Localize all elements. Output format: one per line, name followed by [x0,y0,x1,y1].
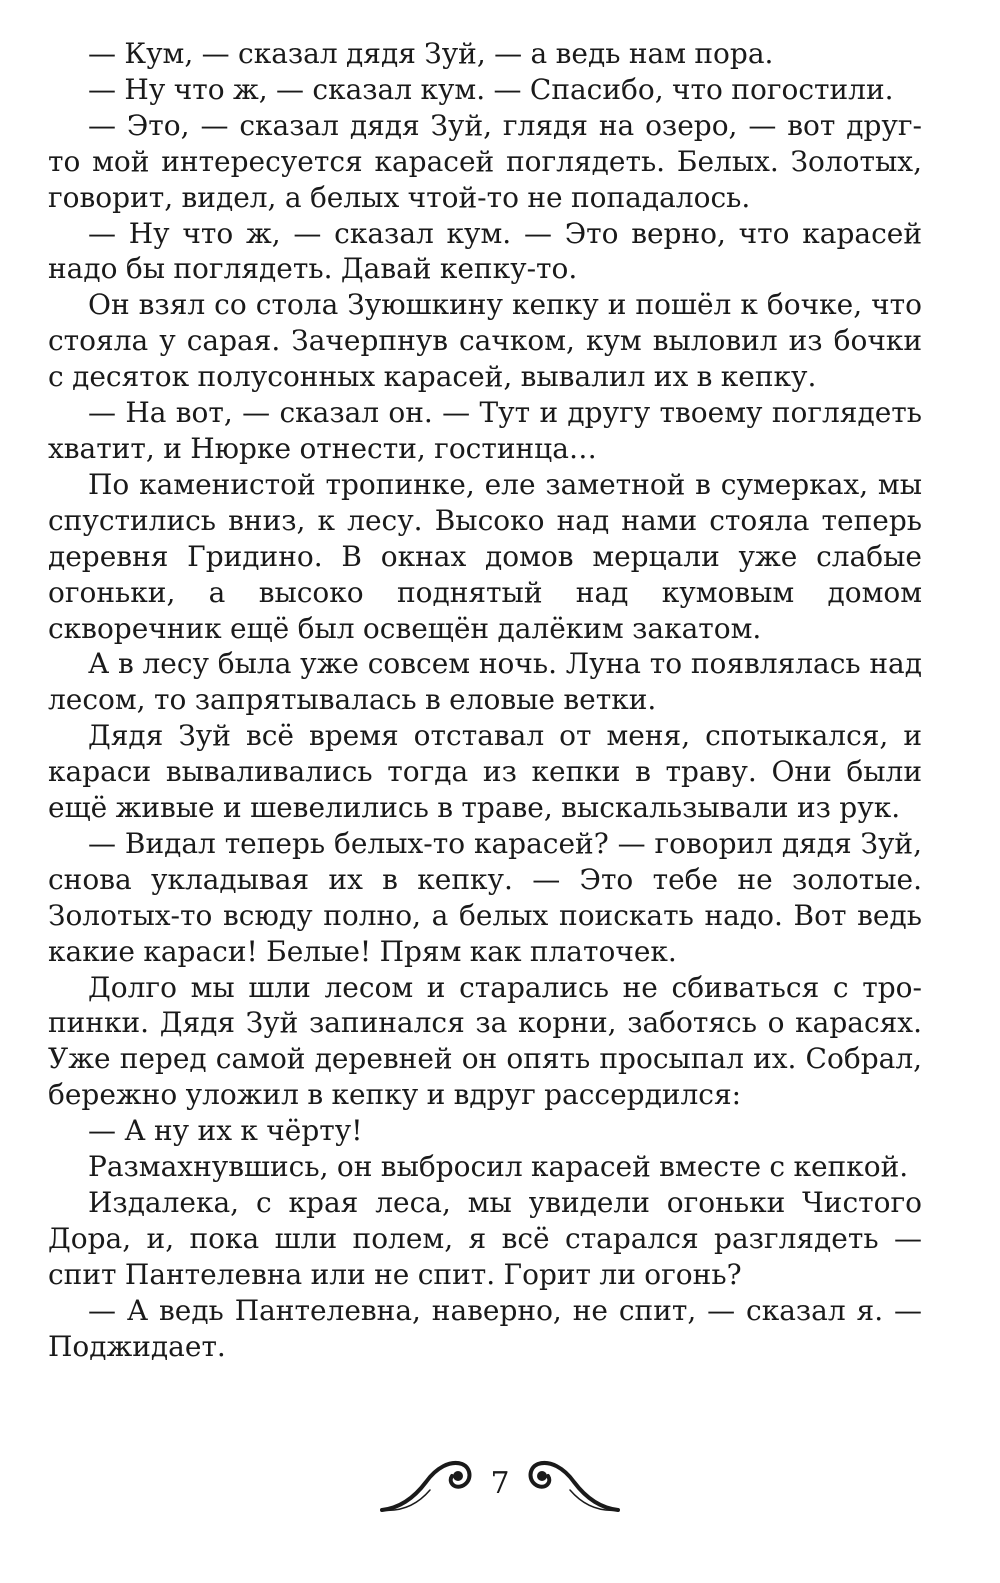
paragraph: — Кум, — сказал дядя Зуй, — а ведь нам пора. [88,37,774,70]
swirl-ornament-right-icon [525,1452,620,1522]
paragraph: — На вот, — сказал он. — Тут и другу твоему поглядеть хватит, и Нюрке отнести, гостинца… [48,396,922,465]
page-number: 7 [490,1466,510,1501]
paragraph: А в лесу была уже совсем ночь. Луна то появлялась над лесом, то запрятывалась в еловые ветки. [48,647,922,717]
book-page-text [48,36,922,1365]
paragraph: Дядя Зуй всё время отставал от меня, спотыкался, и караси вываливались тогда из кепки в траву. Они были ещё живые и шевелились в траве, выскальзывали из рук. [48,719,922,825]
paragraph: Издалека, с края леса, мы увидели огоньки Чистого Дора, и, пока шли полем, я всё старался разглядеть — спит Пантелевна или не спит. Горит ли огонь? [48,1186,922,1291]
paragraph: — Видал теперь белых-то карасей? — говорил дядя Зуй, снова укладывая их в кепку. — Это тебе не золотые. Золотых-то всюду полно, а белых поискать надо. Вот ведь какие караси! Белые! Прям как платочек. [48,826,922,968]
page-folio [0,1452,1000,1532]
paragraph: Размахнувшись, он выбросил карасей вместе с кепкой. [88,1150,909,1184]
paragraph: Долго мы шли лесом и старались не сбиваться с тропинки. Дядя Зуй запинался за корни, заботясь о карасях. Уже перед самой деревней он опять просыпал их. Собрал, бережно уложил в кепку и вдруг рассердился: [48,970,922,1112]
paragraph: — А ну их к чёрту! [88,1114,363,1148]
paragraph: — Ну что ж, — сказал кум. — Спасибо, что погостили. [88,72,894,106]
paragraph: — Ну что ж, — сказал кум. — Это верно, что карасей надо бы поглядеть. Давай кепку-то. [48,216,922,286]
paragraph: — А ведь Пантелевна, наверно, не спит, — сказал я. — Поджидает. [48,1293,922,1363]
paragraph: — Это, — сказал дядя Зуй, глядя на озеро, — вот друг-то мой интересуется карасей поглядеть. Белых. Золотых, говорит, видел, а белых чтой-то не попадалось. [48,108,922,214]
paragraph: Он взял со стола Зуюшкину кепку и пошёл к бочке, что стояла у сарая. Зачерпнув сачком, кум выловил из бочки с десяток полусонных карасей, вывалил их в кепку. [48,288,922,394]
paragraph: По каменистой тропинке, еле заметной в сумерках, мы спустились вниз, к лесу. Высоко над нами стояла теперь деревня Гридино. В окнах домов мерцали уже слабые огоньки, а высоко поднятый над кумовым домом скворечник ещё был освещён далёким закатом. [48,467,922,645]
